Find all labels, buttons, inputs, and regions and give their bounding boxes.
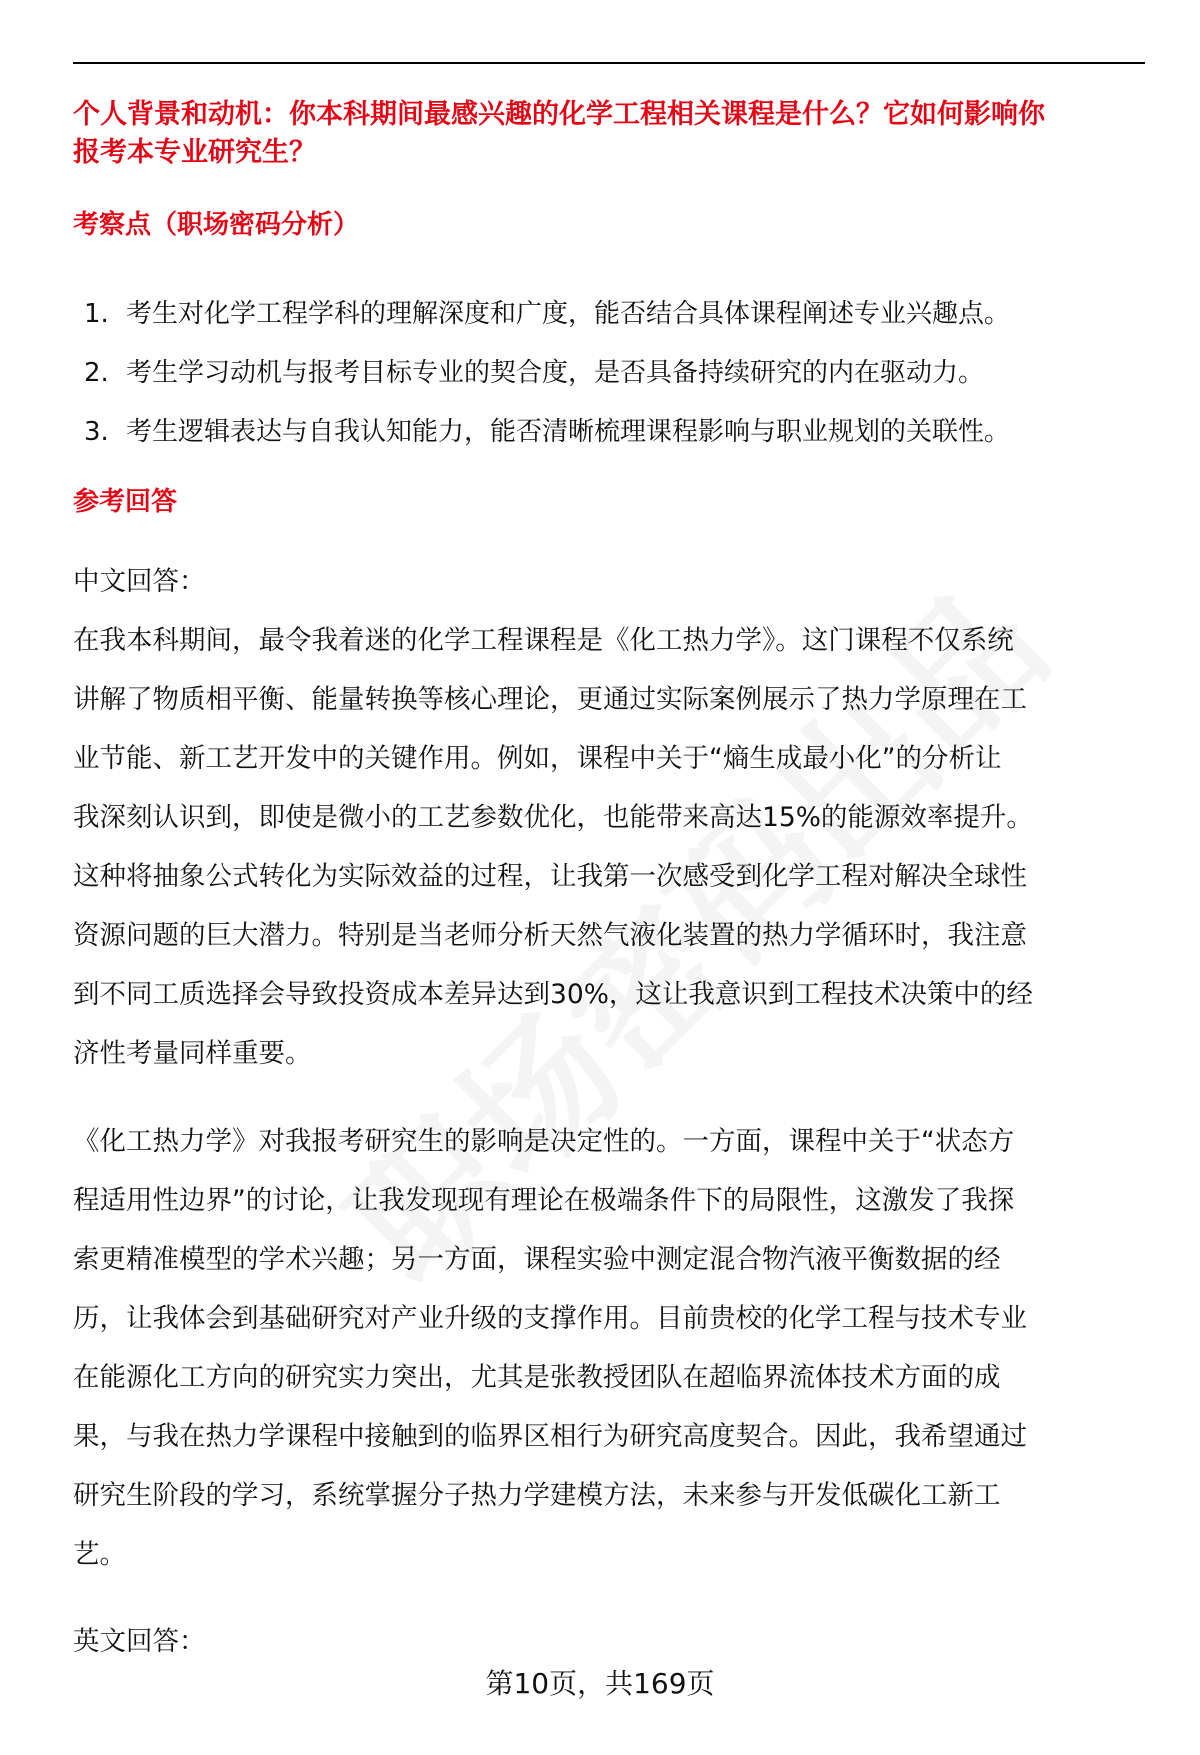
list-number: 1.: [84, 299, 109, 329]
page-number: 第10页，共169页: [485, 1667, 715, 1700]
text-line: 讲解了物质相平衡、能量转换等核心理论，更通过实际案例展示了热力学原理在工: [73, 684, 1027, 715]
list-item: [84, 285, 1010, 344]
answer-heading: 参考回答: [73, 487, 178, 517]
text-line: 在我本科期间，最令我着迷的化学工程课程是《化工热力学》。这门课程不仅系统: [73, 625, 1014, 656]
text-line: 程适用性边界”的讨论，让我发现现有理论在极端条件下的局限性，这激发了我探: [73, 1185, 1015, 1216]
answer-paragraph-2: [73, 1112, 1027, 1584]
question-title-line: 个人背景和动机：你本科期间最感兴趣的化学工程相关课程是什么？它如何影响你: [73, 99, 1045, 130]
text-line: 《化工热力学》对我报考研究生的影响是决定性的。一方面，课程中关于“状态方: [73, 1126, 1015, 1157]
text-line: 这种将抽象公式转化为实际效益的过程，让我第一次感受到化学工程对解决全球性: [73, 861, 1027, 892]
list-text: 考生对化学工程学科的理解深度和广度，能否结合具体课程阐述专业兴趣点。: [126, 299, 1011, 329]
text-line: 到不同工质选择会导致投资成本差异达到30%，这让我意识到工程技术决策中的经: [73, 979, 1033, 1010]
question-title-line: 报考本专业研究生？: [73, 137, 316, 168]
list-item: [84, 403, 1010, 462]
answer-paragraph-1: [73, 611, 1033, 1083]
text-line: 资源问题的巨大潜力。特别是当老师分析天然气液化装置的热力学循环时，我注意: [73, 920, 1027, 951]
chinese-answer-label: 中文回答：: [73, 566, 206, 597]
text-line: 我深刻认识到，即使是微小的工艺参数优化，也能带来高达15%的能源效率提升。: [73, 802, 1033, 833]
question-title: [73, 96, 1045, 172]
text-line: 艺。: [73, 1539, 126, 1570]
text-line: 历，让我体会到基础研究对产业升级的支撑作用。目前贵校的化学工程与技术专业: [73, 1303, 1027, 1334]
text-line: 在能源化工方向的研究实力突出，尤其是张教授团队在超临界流体技术方面的成: [73, 1362, 1001, 1393]
text-line: 业节能、新工艺开发中的关键作用。例如，课程中关于“熵生成最小化”的分析让: [73, 743, 1002, 774]
list-text: 考生学习动机与报考目标专业的契合度，是否具备持续研究的内在驱动力。: [126, 358, 985, 388]
list-text: 考生逻辑表达与自我认知能力，能否清晰梳理课程影响与职业规划的关联性。: [126, 417, 1011, 447]
header-divider: [73, 62, 1145, 64]
assessment-list: [84, 285, 1010, 462]
text-line: 索更精准模型的学术兴趣；另一方面，课程实验中测定混合物汽液平衡数据的经: [73, 1244, 1001, 1275]
text-line: 果，与我在热力学课程中接触到的临界区相行为研究高度契合。因此，我希望通过: [73, 1421, 1027, 1452]
list-item: [84, 344, 1010, 403]
english-answer-label: 英文回答：: [73, 1626, 206, 1657]
list-number: 3.: [84, 417, 109, 447]
list-number: 2.: [84, 358, 109, 388]
text-line: 研究生阶段的学习，系统掌握分子热力学建模方法，未来参与开发低碳化工新工: [73, 1480, 1001, 1511]
assessment-heading: 考察点（职场密码分析）: [73, 210, 360, 240]
text-line: 济性考量同样重要。: [73, 1038, 312, 1069]
